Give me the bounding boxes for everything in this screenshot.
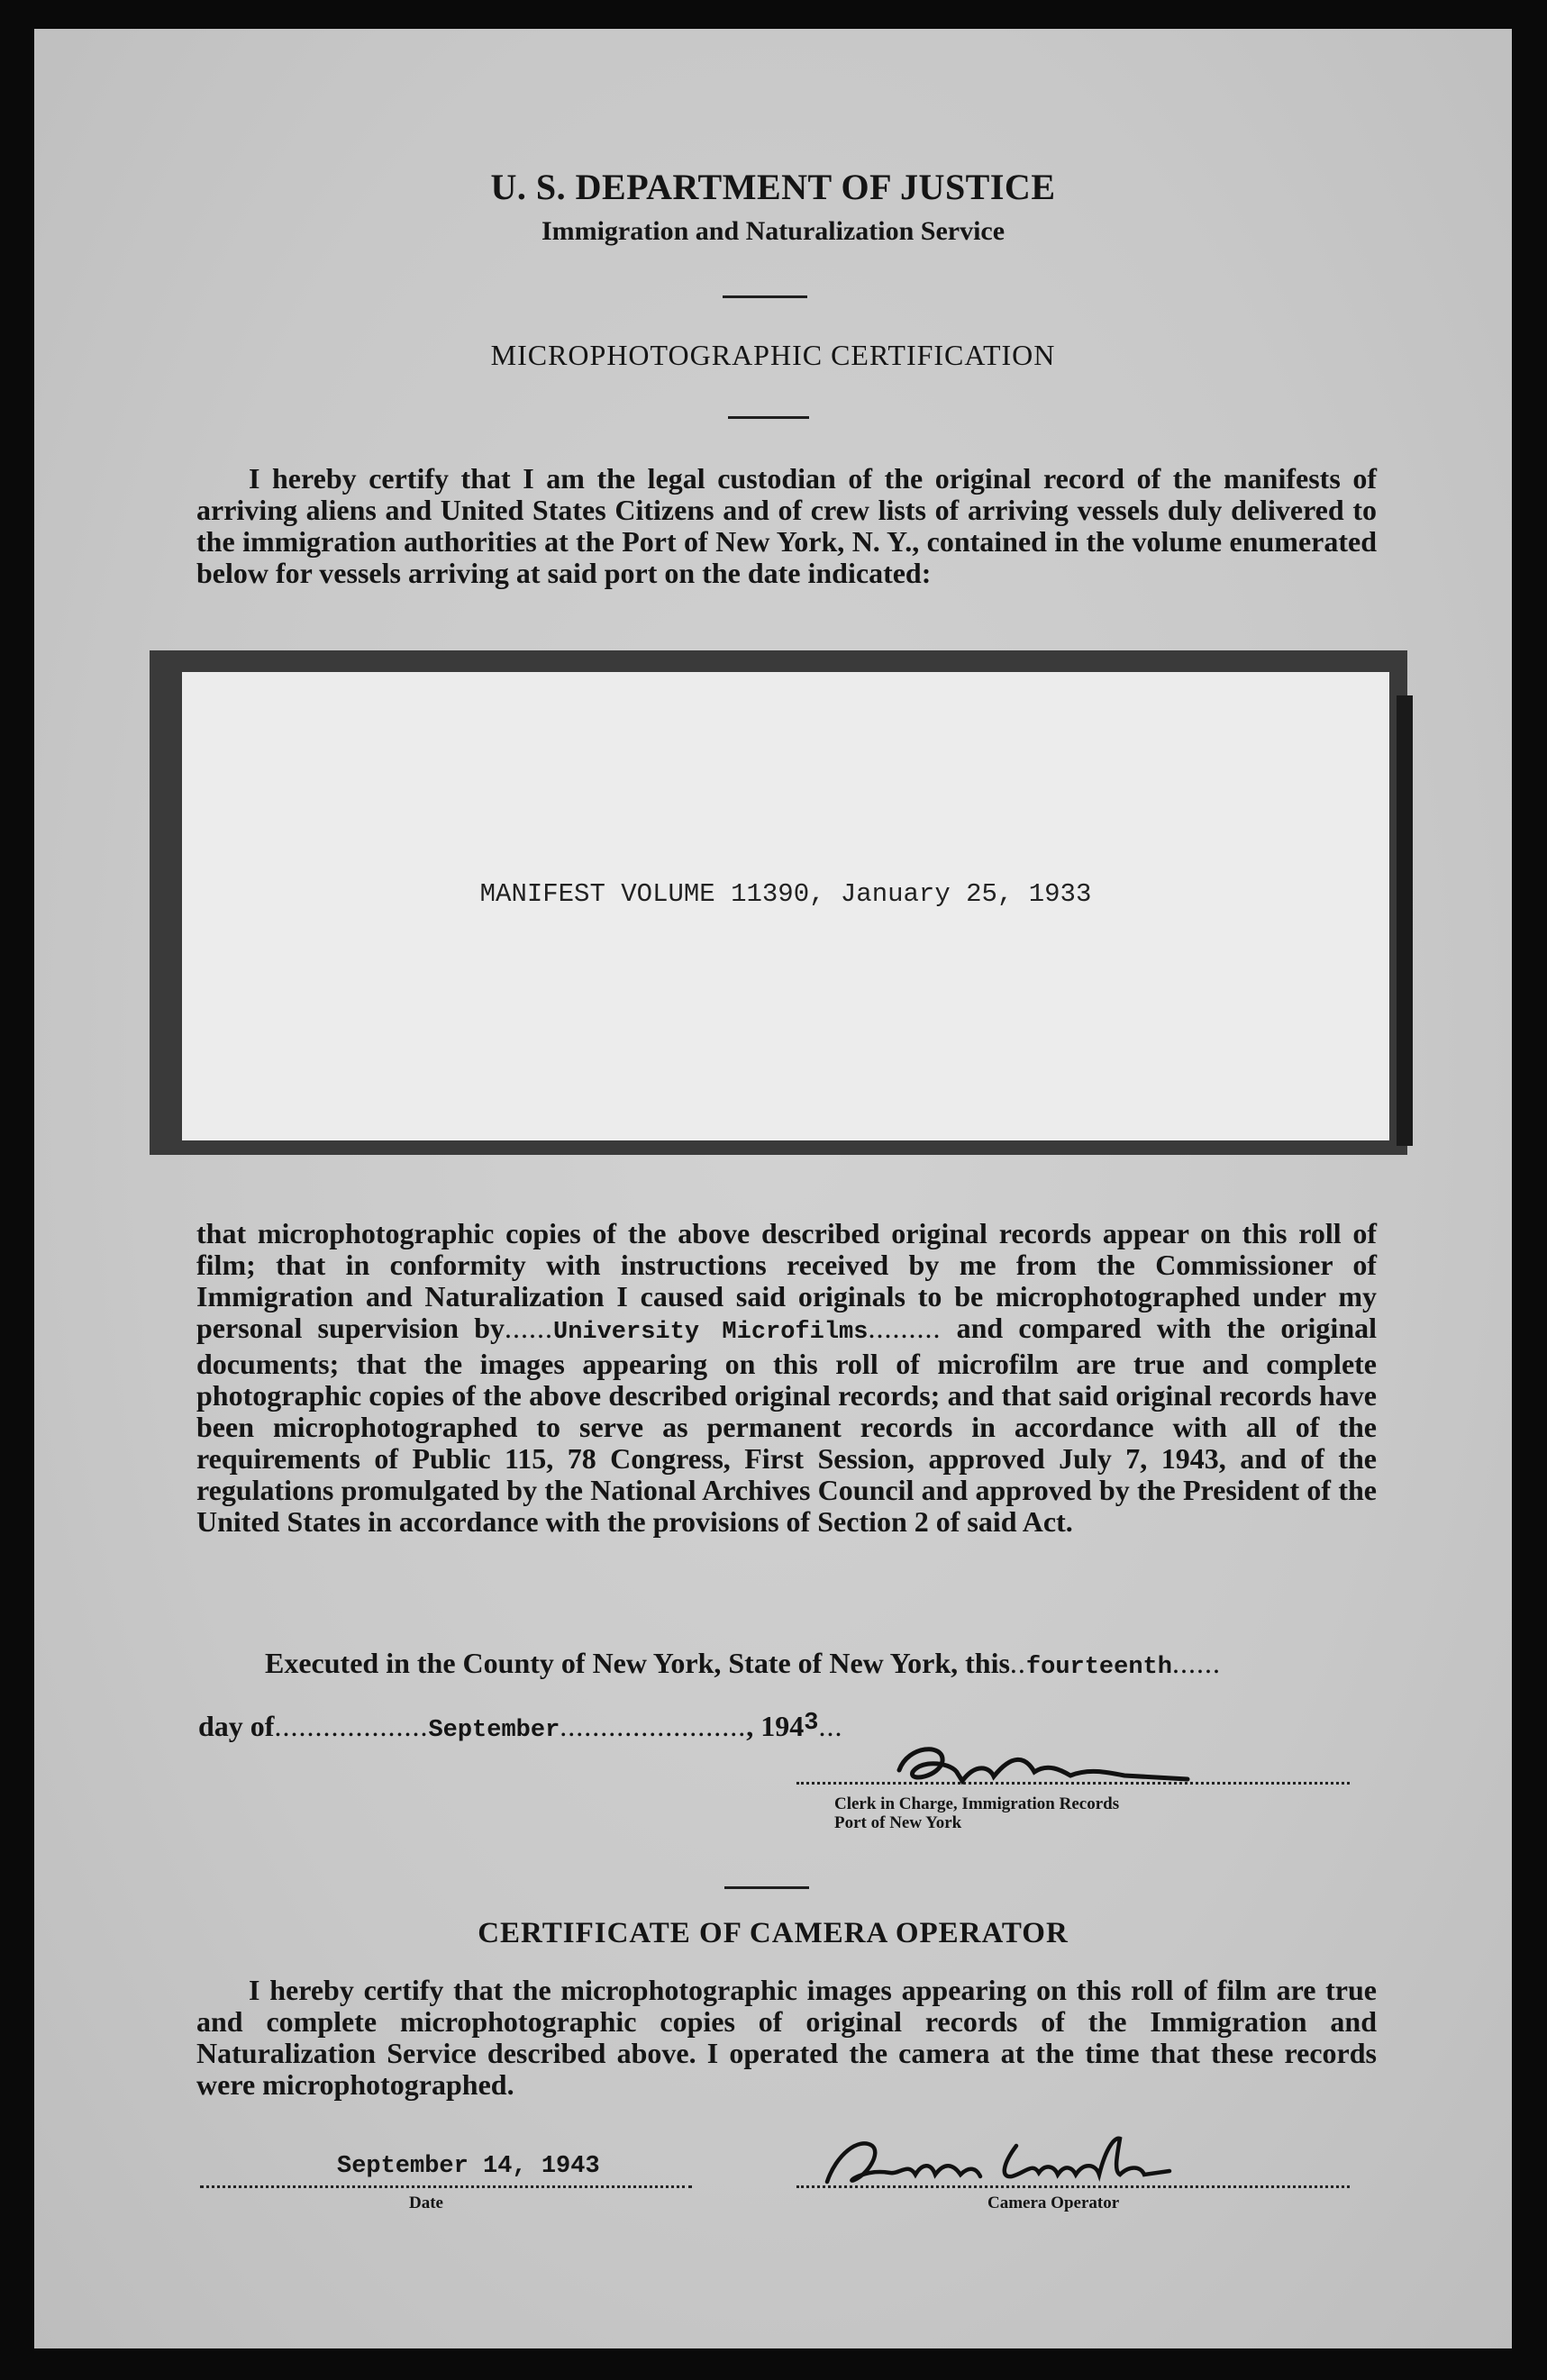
execution-dots: .. [1009, 1647, 1026, 1679]
execution-dots-trailing: ...... [1171, 1647, 1221, 1679]
section-divider [724, 1886, 809, 1889]
service-subheading: Immigration and Naturalization Service [541, 216, 1006, 246]
body-paragraph [196, 1218, 1377, 1538]
operator-date-value: September 14, 1943 [337, 2153, 600, 2180]
body-part-1: that microphotographic copies of the above described original records appear on this roll of film; that in conformity with instructions received by me from the Commissioner of Immigration and Naturalization I caused said originals to be microphotographed under my personal supervision by [196, 1217, 1377, 1344]
manifest-volume-text: MANIFEST VOLUME 11390, January 25, 1933 [479, 879, 1092, 909]
camera-operator-paragraph: I hereby certify that the microphotographic images appearing on this roll of film are true and complete microphotographic copies of original records of the Immigration and Naturalization Service described above. I operated the camera at the time that these records were microphotographed. [196, 1974, 1377, 2101]
title-divider [728, 416, 809, 419]
date-line [198, 1710, 842, 1744]
clerk-title-line-2: Port of New York [834, 1813, 962, 1832]
document-sheet [34, 29, 1512, 2348]
intro-paragraph: I hereby certify that I am the legal custodian of the original record of the manifests of arriving aliens and United States Citizens and of crew lists of arriving vessels duly delivered to the immigration authorities at the Port of New York, N. Y., contained in the volume enumerated below for vessels arriving at said port on the date indicated: [196, 462, 1377, 589]
clerk-title [834, 1794, 1119, 1832]
department-heading: U. S. DEPARTMENT OF JUSTICE [490, 167, 1056, 207]
operator-date-line [200, 2185, 692, 2188]
year-dots: ... [818, 1710, 843, 1742]
photographer-dots-trailing: ......... [868, 1312, 942, 1344]
execution-line [265, 1647, 1221, 1681]
camera-operator-signature [809, 2119, 1188, 2200]
year-digit: 3 [804, 1710, 819, 1737]
year-prefix: , 194 [746, 1710, 805, 1742]
body-part-2: and compared with the original documents; that the images appearing on this roll of microfilm are true and complete photographic copies of the above described original records; and that said original records have been microphotographed to serve as permanent records in accordance with all of the requirements of Public 115, 78 Congress, First Session, approved July 7, 1943, and of the regulations promulgated by the National Archives Council and approved by the President of the United States in accordance with the provisions of Section 2 of said Act. [196, 1312, 1378, 1538]
photographer-value: University Microfilms [553, 1319, 869, 1346]
day-of-label: day of [198, 1710, 275, 1742]
month-value: September [428, 1717, 560, 1744]
manifest-slip [182, 672, 1389, 1140]
photographer-dots: ...... [505, 1312, 553, 1344]
header-divider [723, 295, 807, 298]
mounted-slip-edge [1397, 695, 1413, 1146]
execution-day-value: fourteenth [1025, 1654, 1172, 1681]
clerk-title-line-1: Clerk in Charge, Immigration Records [834, 1794, 1120, 1813]
date-label: Date [409, 2194, 443, 2212]
clerk-signature [890, 1736, 1197, 1799]
execution-prefix: Executed in the County of New York, State of New York, this [265, 1647, 1010, 1679]
month-dots-lead: ................... [274, 1710, 429, 1742]
month-dots-trail: ....................... [560, 1710, 747, 1742]
camera-operator-label: Camera Operator [987, 2194, 1120, 2212]
camera-operator-title: CERTIFICATE OF CAMERA OPERATOR [478, 1917, 1069, 1949]
certification-title: MICROPHOTOGRAPHIC CERTIFICATION [490, 339, 1056, 371]
